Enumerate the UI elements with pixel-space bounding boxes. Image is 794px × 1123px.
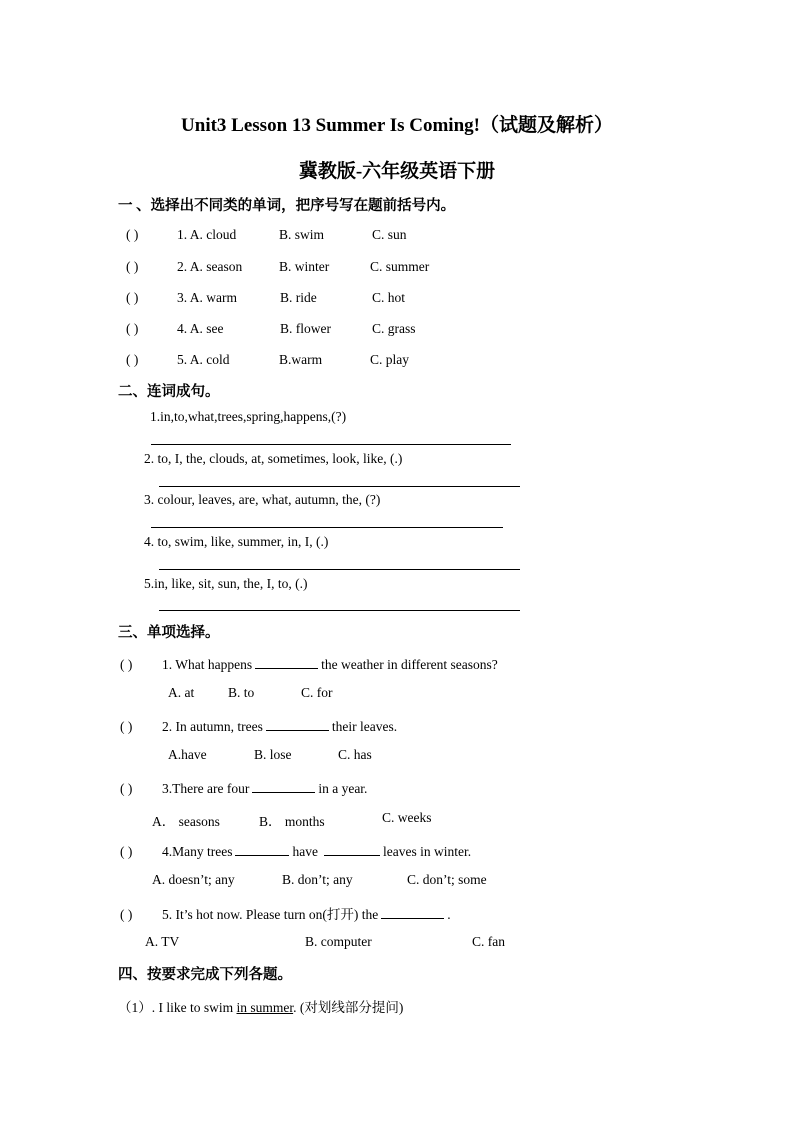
page-subtitle: 冀教版-六年级英语下册 [298, 161, 496, 182]
p3-q1-blank [255, 654, 318, 669]
p3-q3-stem-end: in a year. [318, 781, 368, 796]
p3-q2-blank [266, 716, 329, 731]
p3-q4-paren: ( ) [120, 844, 133, 859]
p2-item-2: 2. to, I, the, clouds, at, sometimes, look, like, (.) [144, 451, 403, 466]
p1-q4-paren: ( ) [126, 321, 139, 336]
p3-q1-paren: ( ) [120, 657, 133, 672]
p2-item-1: 1.in,to,what,trees,spring,happens,(?) [150, 409, 347, 424]
p3-q1 [120, 654, 498, 673]
p2-answer-line-3 [151, 527, 503, 528]
section-2-heading: 二、连词成句。 [118, 384, 220, 400]
p1-q2-b: B. winter [279, 259, 330, 274]
p1-q5-b: B.warm [279, 352, 323, 367]
p3-q3-opt-b: B． months [259, 814, 325, 829]
p1-q5-paren: ( ) [126, 352, 139, 367]
section-3-heading: 三、单项选择。 [118, 625, 220, 641]
p3-q4-opt-c: C. don’t; some [407, 872, 487, 887]
p3-q2 [120, 716, 397, 735]
p3-q1-opt-a: A. at [168, 685, 195, 700]
p1-q5-c: C. play [370, 352, 409, 367]
p1-q3-a: 3. A. warm [177, 290, 237, 305]
p3-q3-opt-a: A． seasons [152, 814, 220, 829]
p1-q1-c: C. sun [372, 227, 407, 242]
p1-q4-a: 4. A. see [177, 321, 224, 336]
p3-q4-blank-1 [235, 841, 289, 856]
p2-answer-line-4 [159, 569, 520, 570]
p3-q2-opt-c: C. has [338, 747, 372, 762]
p2-answer-line-2 [159, 486, 520, 487]
p3-q1-opt-c: C. for [301, 685, 333, 700]
p2-item-3: 3. colour, leaves, are, what, autumn, the, (?) [144, 492, 381, 507]
p3-q2-stem: 2. In autumn, trees [162, 719, 263, 734]
p3-q2-opt-a: A.have [168, 747, 207, 762]
p3-q5 [120, 903, 451, 923]
p2-answer-line-1 [151, 444, 511, 445]
p3-q3-blank [252, 778, 315, 793]
p1-q5-a: 5. A. cold [177, 352, 230, 367]
p3-q3-opt-c: C. weeks [382, 810, 432, 825]
p3-q2-paren: ( ) [120, 719, 133, 734]
p3-q5-opt-a: A. TV [145, 934, 180, 949]
p3-q5-stem: 5. It’s hot now. Please turn on(打开) the [162, 907, 379, 922]
p2-answer-line-5 [159, 610, 520, 611]
p4-q1-stem: . I like to swim [151, 1000, 234, 1015]
p3-q5-blank [381, 904, 444, 919]
p3-q4 [120, 841, 471, 860]
p1-q3-paren: ( ) [126, 290, 139, 305]
p3-q2-stem-end: their leaves. [331, 719, 398, 734]
p3-q3-paren: ( ) [120, 781, 133, 796]
p3-q4-opt-a: A. doesn’t; any [152, 872, 235, 887]
p2-item-5: 5.in, like, sit, sun, the, I, to, (.) [144, 576, 308, 591]
p1-q1-paren: ( ) [126, 227, 139, 242]
p2-item-4: 4. to, swim, like, summer, in, I, (.) [144, 534, 329, 549]
p3-q1-stem: 1. What happens [162, 657, 253, 672]
p3-q3-stem: 3.There are four [162, 781, 250, 796]
p3-q5-paren: ( ) [120, 907, 133, 922]
p4-q1-instruction: . (对划线部分提问) [293, 1000, 404, 1015]
p3-q4-stem-mid: have [292, 844, 318, 859]
p3-q4-blank-2 [324, 841, 380, 856]
p3-q5-opt-b: B. computer [305, 934, 372, 949]
p4-q1-underlined-phrase: in summer [236, 1000, 294, 1015]
p3-q1-stem-end: the weather in different seasons? [321, 657, 498, 672]
p3-q2-opt-b: B. lose [254, 747, 292, 762]
p4-q1-number: （1） [118, 1000, 152, 1015]
section-4-heading: 四、按要求完成下列各题。 [118, 967, 292, 983]
p4-q1 [118, 996, 403, 1016]
p1-q1-b: B. swim [279, 227, 325, 242]
p1-q3-b: B. ride [280, 290, 317, 305]
p1-q4-c: C. grass [372, 321, 416, 336]
p1-q2-c: C. summer [370, 259, 430, 274]
p1-q2-paren: ( ) [126, 259, 139, 274]
p3-q4-opt-b: B. don’t; any [282, 872, 353, 887]
p3-q5-opt-c: C. fan [472, 934, 505, 949]
p3-q5-stem-end: . [447, 907, 451, 922]
p1-q1-a: 1. A. cloud [177, 227, 237, 242]
p1-q2-a: 2. A. season [177, 259, 243, 274]
p3-q4-stem-end: leaves in winter. [382, 844, 472, 859]
p3-q3 [120, 778, 367, 797]
section-1-heading: 一 、选择出不同类的单词，把序号写在题前括号内。 [118, 198, 456, 214]
p3-q1-opt-b: B. to [228, 685, 255, 700]
p3-q4-stem: 4.Many trees [162, 844, 233, 859]
p1-q4-b: B. flower [280, 321, 331, 336]
p1-q3-c: C. hot [372, 290, 406, 305]
page-title: Unit3 Lesson 13 Summer Is Coming!（试题及解析） [181, 115, 613, 136]
